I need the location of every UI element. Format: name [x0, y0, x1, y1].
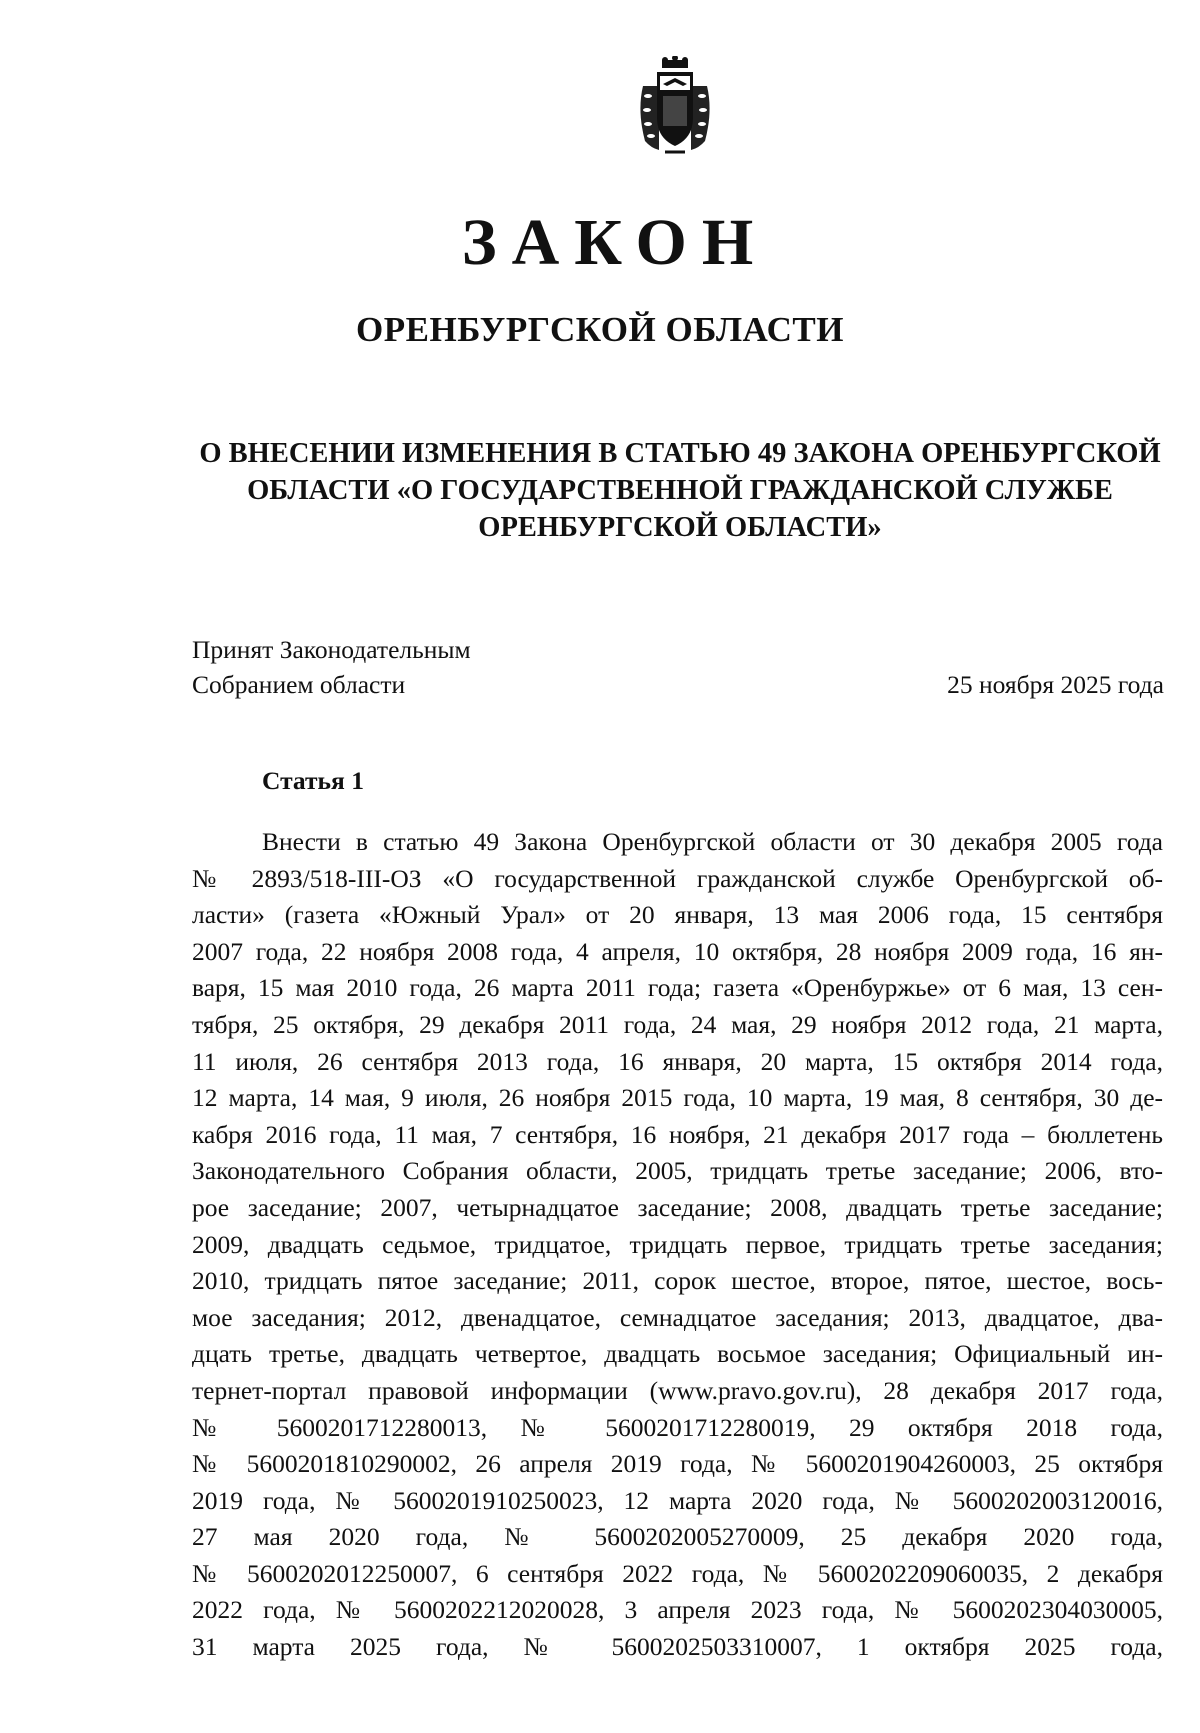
body-line: Законодательного Собрания области, 2005, тридцать третье заседание; 2006, вто-: [192, 1156, 1163, 1186]
body-line: ласти» (газета «Южный Урал» от 20 января, 13 мая 2006 года, 15 сентября: [192, 900, 1163, 930]
adoption-date: 25 ноября 2025 года: [947, 670, 1164, 699]
body-line: рое заседание; 2007, четырнадцатое заседание; 2008, двадцать третье заседание;: [192, 1192, 1163, 1222]
body-line: тября, 25 октября, 29 декабря 2011 года, 24 мая, 29 ноября 2012 года, 21 марта,: [192, 1009, 1163, 1039]
body-line: 2009, двадцать седьмое, тридцатое, тридцать первое, тридцать третье заседания;: [192, 1229, 1163, 1259]
body-line: 2007 года, 22 ноября 2008 года, 4 апреля, 10 октября, 28 ноября 2009 года, 16 ян-: [192, 936, 1163, 966]
body-line: № 5600202012250007, 6 сентября 2022 года, № 5600202209060035, 2 декабря: [192, 1558, 1163, 1588]
body-line: 12 марта, 14 мая, 9 июля, 26 ноября 2015 года, 10 марта, 19 мая, 8 сентября, 30 де-: [192, 1083, 1163, 1113]
body-line: № 5600201810290002, 26 апреля 2019 года, № 5600201904260003, 25 октября: [192, 1449, 1163, 1479]
body-line: № 2893/518-III-ОЗ «О государственной гражданской службе Оренбургской об-: [192, 863, 1163, 893]
body-line: 2019 года, № 5600201910250023, 12 марта 2020 года, № 5600202003120016,: [192, 1485, 1163, 1515]
body-line: тернет-портал правовой информации (www.pravo.gov.ru), 28 декабря 2017 года,: [192, 1375, 1163, 1405]
body-line: № 5600201712280013, № 5600201712280019, 29 октября 2018 года,: [192, 1412, 1163, 1442]
article-body: [192, 824, 1163, 1666]
adoption-line: Принят Законодательным: [192, 635, 471, 664]
adoption-info: [192, 632, 471, 702]
document-subject: [185, 435, 1175, 546]
subject-line: ОРЕНБУРГСКОЙ ОБЛАСТИ»: [478, 512, 882, 543]
subject-line: ОБЛАСТИ «О ГОСУДАРСТВЕННОЙ ГРАЖДАНСКОЙ СЛУЖБЕ: [247, 475, 1113, 506]
body-line: 31 марта 2025 года, № 5600202503310007, 1 октября 2025 года,: [192, 1632, 1163, 1662]
body-line: мое заседания; 2012, двенадцатое, семнадцатое заседания; 2013, двадцатое, два-: [192, 1302, 1163, 1332]
body-line: 11 июля, 26 сентября 2013 года, 16 января, 20 марта, 15 октября 2014 года,: [192, 1046, 1163, 1076]
body-line: 27 мая 2020 года, № 5600202005270009, 25 декабря 2020 года,: [192, 1522, 1163, 1552]
article-heading: Статья 1: [262, 766, 364, 795]
body-line: дцать третье, двадцать четвертое, двадцать восьмое заседания; Официальный ин-: [192, 1339, 1163, 1369]
body-line: кабря 2016 года, 11 мая, 7 сентября, 16 ноября, 21 декабря 2017 года – бюллетень: [192, 1119, 1163, 1149]
document-title: ЗАКОН: [461, 206, 769, 279]
document-region: ОРЕНБУРГСКОЙ ОБЛАСТИ: [356, 310, 844, 349]
body-line: 2010, тридцать пятое заседание; 2011, сорок шестое, второе, пятое, шестое, вось-: [192, 1266, 1163, 1296]
coat-of-arms-icon: [635, 56, 715, 156]
body-line: Внести в статью 49 Закона Оренбургской области от 30 декабря 2005 года: [262, 827, 1163, 856]
subject-line: О ВНЕСЕНИИ ИЗМЕНЕНИЯ В СТАТЬЮ 49 ЗАКОНА ОРЕНБУРГСКОЙ: [199, 438, 1161, 469]
body-line: варя, 15 мая 2010 года, 26 марта 2011 года; газета «Оренбуржье» от 6 мая, 13 сен-: [192, 973, 1163, 1003]
body-line: 2022 года, № 5600202212020028, 3 апреля 2023 года, № 5600202304030005,: [192, 1595, 1163, 1625]
adoption-line: Собранием области: [192, 670, 406, 699]
